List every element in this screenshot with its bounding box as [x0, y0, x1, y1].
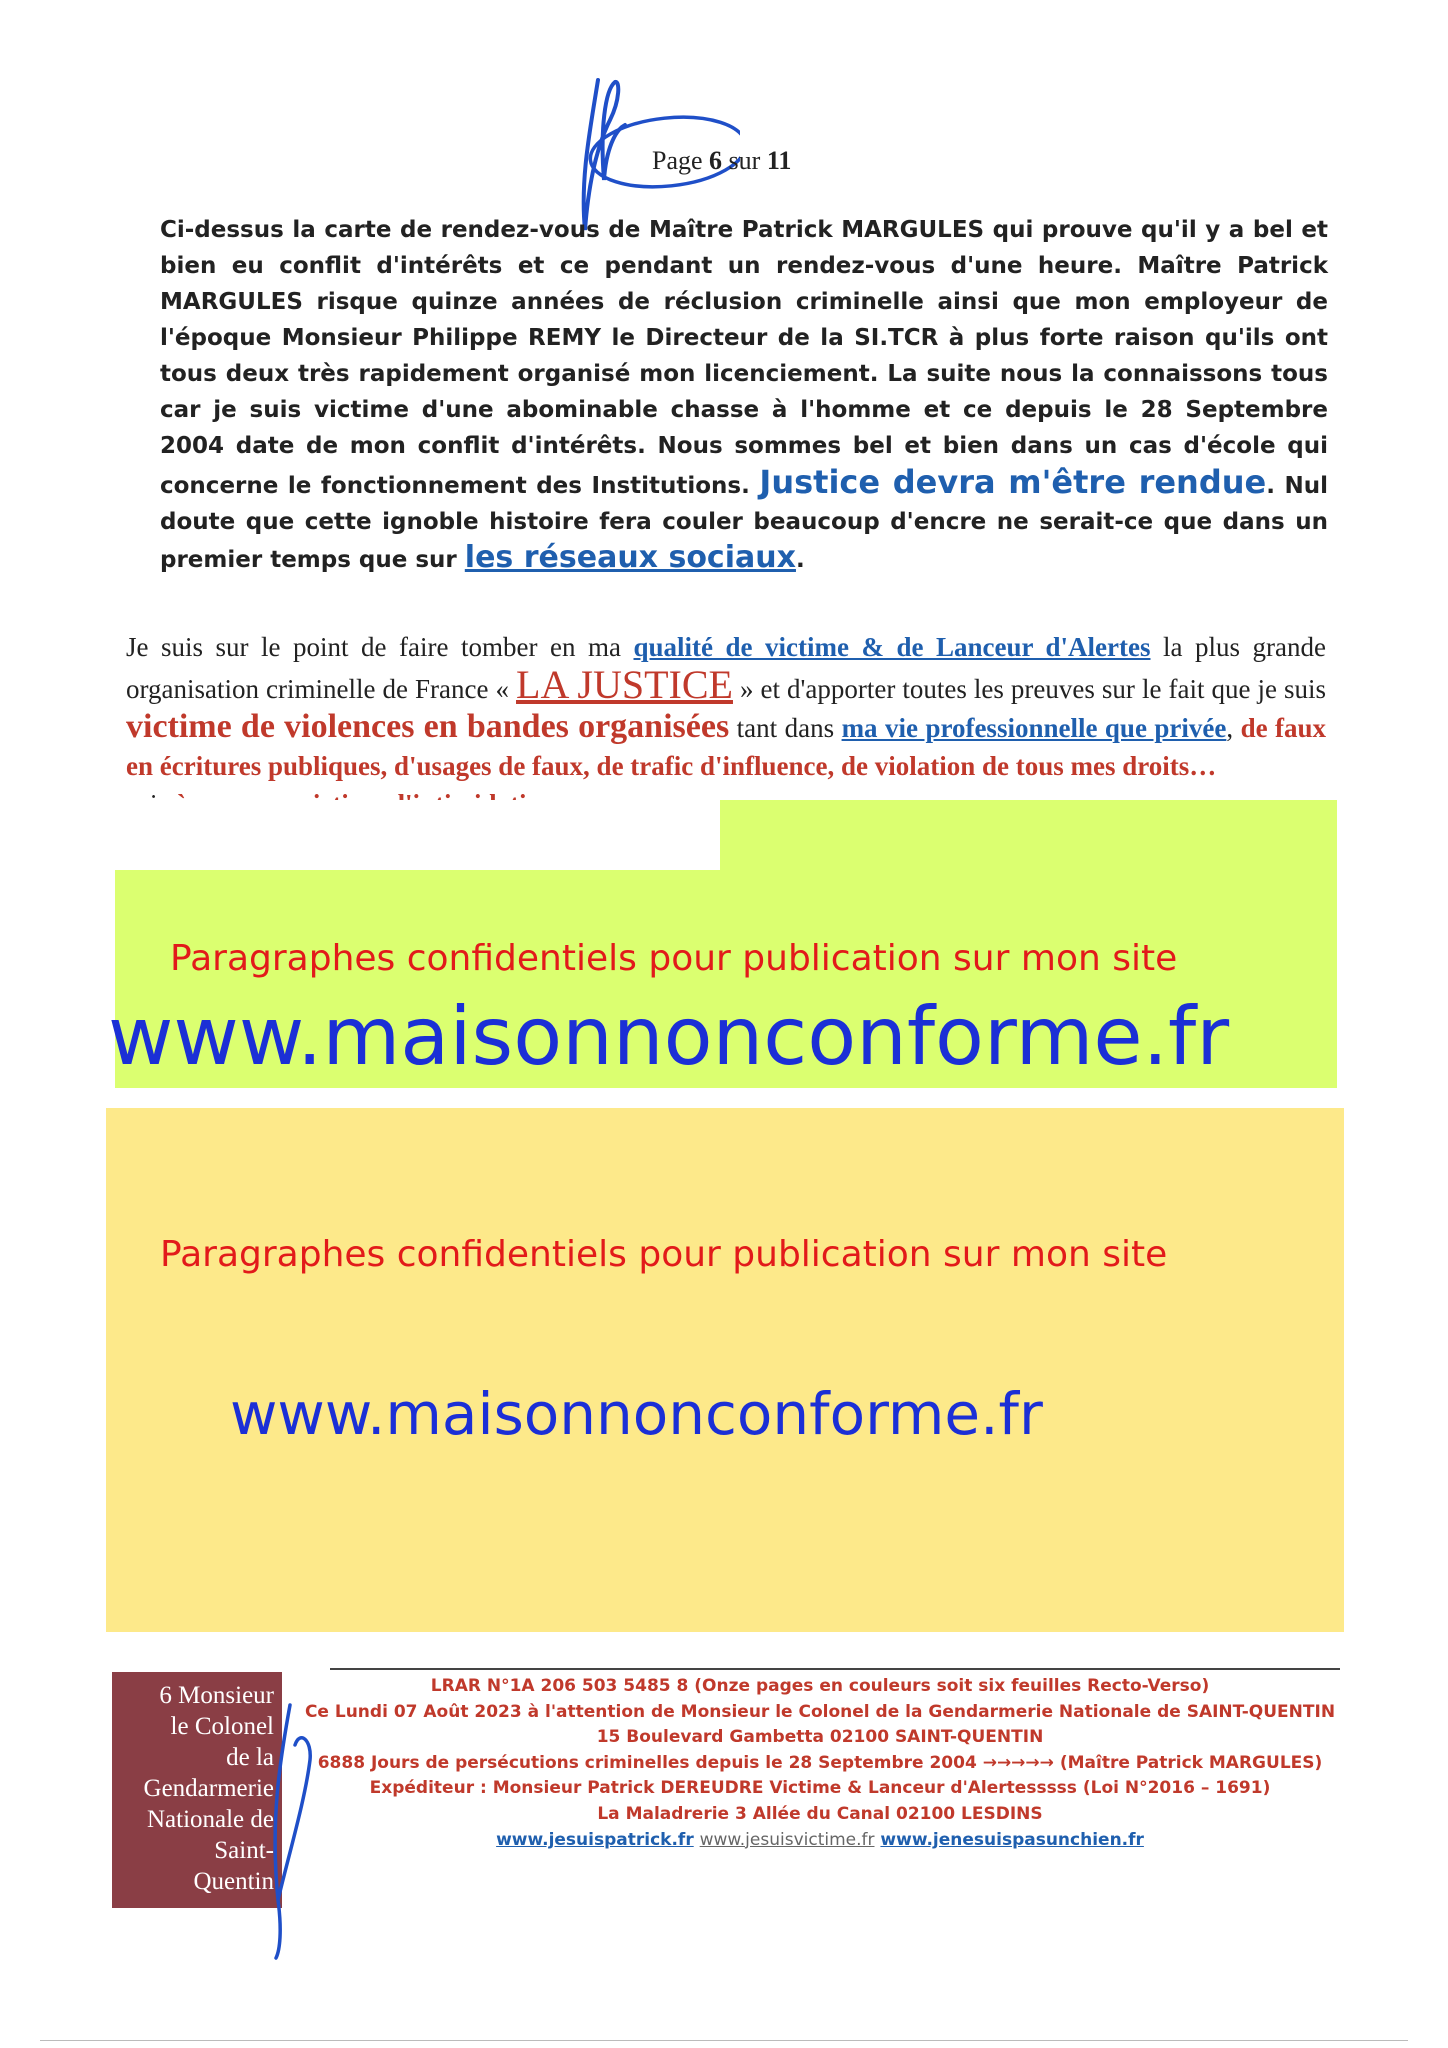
site-url-large[interactable]: www.maisonnonconforme.fr [108, 990, 1230, 1083]
social-networks-link[interactable]: les réseaux sociaux [464, 540, 796, 575]
paragraph-justice: Je suis sur le point de faire tomber en ma qualité de victime & de Lanceur d'Alertes la plus grande organisation criminelle de France « LA JUSTICE » et d'apporter toutes les preuves sur le fait que je suis victime de violences en bandes organisées tant dans ma vie professionnelle que privée, de faux en écritures publiques, d'usages de faux, de trafic d'influence, de violation de tous mes droits… [126, 628, 1326, 823]
confidential-notice: Paragraphes confidentiels pour publication sur mon site [170, 938, 1178, 979]
footer-line: Expéditeur : Monsieur Patrick DEREUDRE Victime & Lanceur d'Alertesssss (Loi N°2016 – 1691) [369, 1778, 1271, 1799]
footer-divider [330, 1668, 1340, 1670]
footer-link-jesuisvictime[interactable]: www.jesuisvictime.fr [699, 1829, 875, 1850]
confidential-box-yellow [106, 1108, 1344, 1632]
site-url[interactable]: www.maisonnonconforme.fr [230, 1380, 1043, 1448]
recipient-line: Nationale de [146, 1806, 274, 1833]
footer-line: 6888 Jours de persécutions criminelles depuis le 28 Septembre 2004 →→→→→ (Maître Patrick MARGULES) [317, 1752, 1323, 1773]
recipient-line: Quentin [193, 1868, 274, 1895]
footer-line: La Maladrerie 3 Allée du Canal 02100 LESDINS [597, 1803, 1043, 1824]
signature-bottom-icon [250, 1700, 330, 1960]
recipient-line: 6 Monsieur [159, 1682, 274, 1709]
footer-line: Ce Lundi 07 Août 2023 à l'attention de Monsieur le Colonel de la Gendarmerie Nationale de SAINT-QUENTIN [304, 1701, 1336, 1722]
forgery-highlight: de faux en écritures publiques, d'usages de faux, de trafic d'influence, de violation de tous mes droits… [126, 713, 1327, 781]
paragraph-margules: Ci-dessus la carte de rendez-vous de Maître Patrick MARGULES qui prouve qu'il y a bel et bien eu conflit d'intérêts et ce pendant un rendez-vous d'une heure. Maître Patrick MARGULES risque quinze années de réclusion criminelle ainsi que mon employeur de l'époque Monsieur Philippe REMY le Directeur de la SI.TCR à plus forte raison qu'ils ont tous deux très rapidement organisé mon licenciement. La suite nous la connaissons tous car je suis victime d'une abominable chasse à l'homme et ce depuis le 28 Septembre 2004 date de mon conflit d'intérêts. Nous sommes bel et bien dans un cas d'école qui concerne le fonctionnement des Institutions. Justice devra m'être rendue. Nul doute que cette ignoble histoire fera couler beaucoup d'encre ne serait-ce que dans un premier temps que sur les réseaux sociaux. [160, 217, 1329, 575]
recipient-line: Saint- [214, 1837, 274, 1864]
recipient-line: de la [226, 1744, 274, 1771]
victim-whistleblower-link[interactable]: qualité de victime & de Lanceur d'Alertes [633, 632, 1151, 662]
confidential-notice: Paragraphes confidentiels pour publication sur mon site [160, 1234, 1168, 1275]
la-justice-highlight: LA JUSTICE [516, 662, 733, 707]
footer-line: LRAR N°1A 206 503 5485 8 (Onze pages en couleurs soit six feuilles Recto-Verso) [430, 1676, 1210, 1696]
page-number: Page 6 sur 11 [652, 146, 792, 175]
footer-links [300, 1828, 1340, 1854]
violence-highlight: victime de violences en bandes organisées [126, 708, 730, 745]
box-cutout [115, 800, 720, 870]
footer-address [300, 1674, 1340, 1853]
justice-highlight: Justice devra m'être rendue [759, 463, 1267, 501]
footer-link-jesuispatrick[interactable]: www.jesuispatrick.fr [496, 1829, 694, 1850]
page-bottom-divider [40, 2040, 1408, 2041]
recipient-line: Gendarmerie [143, 1775, 274, 1802]
recipient-line: le Colonel [170, 1713, 274, 1740]
footer-line: 15 Boulevard Gambetta 02100 SAINT-QUENTIN [596, 1727, 1044, 1748]
footer-link-jenesuispasunchien[interactable]: www.jenesuispasunchien.fr [880, 1829, 1144, 1850]
professional-life-link[interactable]: ma vie professionnelle que privée [841, 713, 1227, 743]
